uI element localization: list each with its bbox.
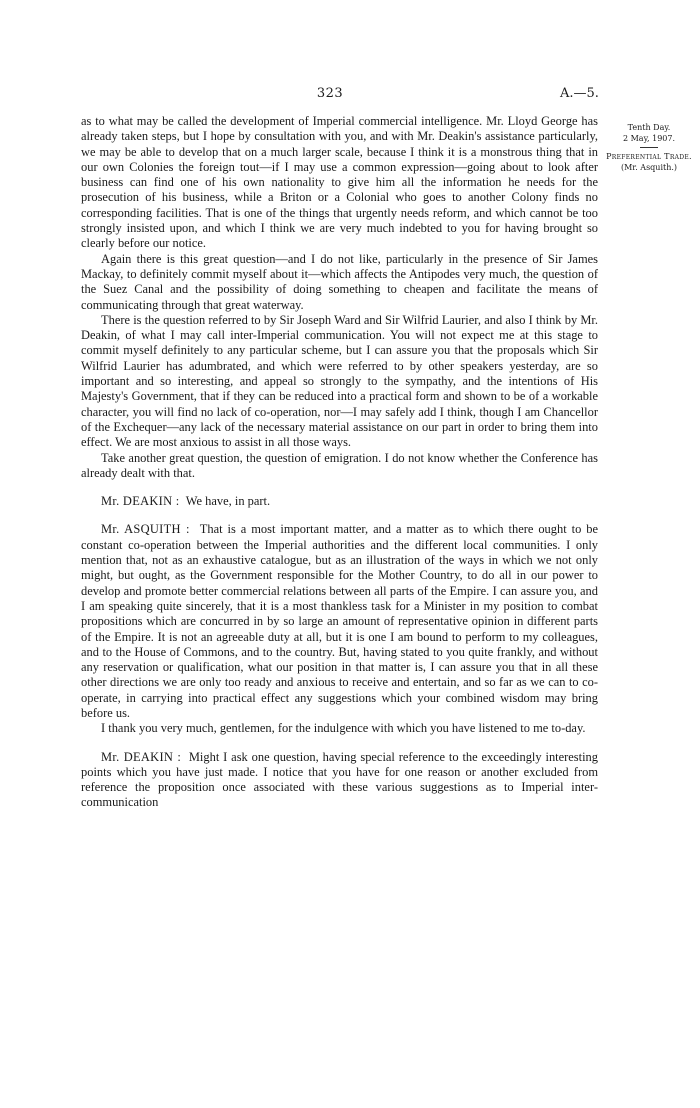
speech-text: We have, in part.: [185, 494, 271, 509]
margin-speaker: (Mr. Asquith.): [620, 163, 678, 172]
paragraph-intelligence: as to what may be called the development of Imperial commercial intelligence. Mr. Lloyd George has already taken steps, but I hope by consultation with you, and with Mr. Deakin's assistance particularly, we may be able to develop that on a much larger scale, because I think it is a monstrous thing that in our own Colonies the foreign tout—if I may use a common expression—going about to look after business can find one of his own nationality to give him all the information he needs for the prosecution of his business, while a Briton or a Colonial who goes to another Colony finds no corresponding facilities. That is one of the things that urgently needs reform, and which cannot be too strongly insisted upon, and which I think we are very much indebted to you for having brought so clearly before our notice.: [81, 114, 598, 251]
speech-deakin-2: [81, 750, 598, 811]
paragraph-suez: Again there is this great question—and I do not like, particularly in the presence of Sir James Mackay, to definitely commit myself about it—which affects the Antipodes very much, the question of the Suez Canal and the possibility of doing something to cheapen and facilitate the means of communicating through that great waterway.: [81, 251, 598, 312]
paragraph-emigration: Take another great question, the question of emigration. I do not know whether the Conference has already dealt with that.: [81, 450, 598, 480]
margin-date: 2 May, 1907.: [622, 134, 676, 143]
margin-notes: [606, 122, 692, 173]
speaker-label: Mr. DEAKIN :: [101, 494, 180, 509]
page-number: 323: [316, 86, 344, 101]
paragraph-communication: There is the question referred to by Sir Joseph Ward and Sir Wilfrid Laurier, and also I think by Mr. Deakin, of what I may call inter-Imperial communication. You will not expect me at this stage to commit myself definitely to any particular scheme, but I can assure you that the proposals which Sir Wilfrid Laurier has adumbrated, and which were referred to by other speakers yesterday, are so important and so interesting, and appeal so strongly to the sympathy, and the intentions of His Majesty's Government, that if they can be reduced into a practical form and shown to be of a workable character, you will find no lack of co-operation, nor—I may safely add I think, though I am Chancellor of the Exchequer—any lack of the necessary material assistance on our part in order to bring them into effect. We are most anxious to assist in all those ways.: [81, 312, 598, 450]
speech-deakin-1: [81, 494, 598, 509]
speech-asquith: [81, 522, 598, 721]
margin-rule: [640, 147, 658, 148]
speaker-label: Mr. ASQUITH :: [101, 522, 190, 537]
paper-reference: A.—5.: [560, 86, 599, 101]
speech-text: That is a most important matter, and a matter as to which there ought to be constant co-operation between the Imperial authorities and the different local communities. I only mention that, not as an exhaustive catalogue, but as an illustration of the ways in which we not only might, but ought, as the Government responsible for the Mother Country, to do all in our power to develop and promote better commercial relations between all parts of the Empire. I can assure you, and I am speaking quite sincerely, that it is a most thankless task for a Minister in my position to combat propositions which are concurred in by so large an amount of representative opinion in different parts of the Empire. It is not an agreeable duty at all, but it is one I am bound to perform to my colleagues, and to the House of Commons, and to the country. But, having stated to you quite frankly, and without any reservation or qualification, what our position in that matter is, I can assure you that in all these other directions we are only too ready and anxious to receive and entertain, and so far as we can to co-operate, in carrying into practical effect any suggestions which your combined wisdom may bring before us.: [81, 522, 599, 720]
margin-subject: Preferential Trade.: [606, 152, 692, 161]
margin-day: Tenth Day.: [627, 123, 671, 132]
paragraph-thanks: I thank you very much, gentlemen, for the indulgence with which you have listened to me to-day.: [101, 721, 586, 736]
body-text: [81, 114, 598, 811]
speaker-label: Mr. DEAKIN :: [101, 749, 182, 764]
speech-text: Might I ask one question, having special reference to the exceedingly interesting points which you have just made. I notice that you have for one reason or another excluded from reference the proposition once associated with these various suggestions as to Imperial inter-communication: [81, 749, 598, 810]
